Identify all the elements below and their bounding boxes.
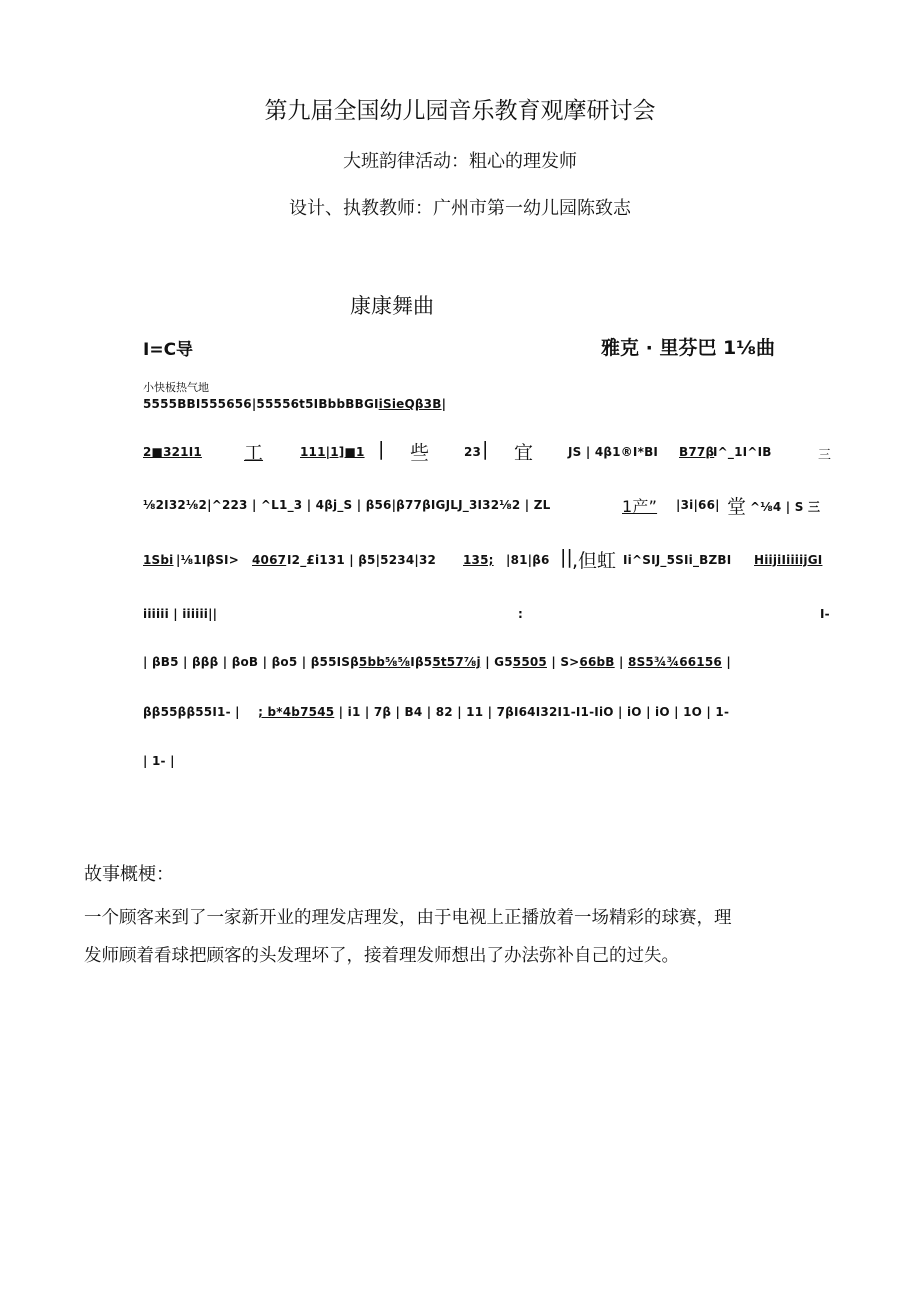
- notation-segment: Iβ5: [410, 655, 433, 669]
- notation-line-7: [143, 705, 729, 719]
- notation-segment: |: [378, 438, 385, 460]
- notation-line-8: | 1- |: [143, 754, 175, 768]
- notation-segment: | G5: [480, 655, 513, 669]
- notation-segment: ,但虹: [572, 550, 617, 572]
- notation-segment: |⅛1IβSI>: [176, 553, 239, 567]
- notation-segment: |: [482, 438, 489, 460]
- notation-segment: :: [518, 607, 523, 621]
- notation-segment: 2■321I1: [143, 445, 202, 459]
- notation-segment: 1产”: [622, 497, 658, 516]
- notation-segment: ^⅛4 | S 三: [750, 500, 821, 514]
- notation-segment: ; b*4b7545: [258, 705, 335, 719]
- tempo-marking: 小快板热气地: [143, 381, 209, 394]
- notation-segment: |: [441, 397, 447, 411]
- notation-segment: I2_£i131 | β5|5234|32: [287, 553, 437, 567]
- notation-segment: 66bB: [579, 655, 615, 669]
- notation-segment: ⅛2I32⅛2|^223 | ^L1_3 | 4βj_S | β56|β77βIGJLJ_3I32⅛2 | ZL: [143, 498, 551, 512]
- notation-segment: 5t57⅞j: [432, 655, 481, 669]
- story-line: 发师顾着看球把顾客的头发理坏了，接着理发师想出了办法弥补自己的过失。: [84, 945, 679, 966]
- notation-segment: |: [614, 655, 629, 669]
- key-signature: I=C导: [143, 340, 194, 360]
- notation-segment: 5bb⅝⅝: [358, 655, 411, 669]
- notation-segment: 5505: [512, 655, 547, 669]
- notation-segment: 4067: [252, 553, 287, 567]
- story-line: 一个顾客来到了一家新开业的理发店理发，由于电视上正播放着一场精彩的球赛，理: [84, 908, 732, 928]
- notation-segment: 三: [818, 448, 832, 463]
- notation-segment: B77β: [679, 445, 715, 459]
- notation-segment: 23: [464, 445, 482, 459]
- notation-segment: HiijiIiiiijGI: [754, 553, 823, 567]
- notation-segment: 135;: [463, 553, 494, 567]
- notation-segment: 1Sbi: [143, 553, 174, 567]
- notation-segment: 宜: [514, 442, 534, 464]
- notation-segment: 8S5¾¾66156: [628, 655, 722, 669]
- document-title: 第九届全国幼儿园音乐教育观摩研讨会: [264, 98, 656, 124]
- composer-credit: 雅克 · 里芬巴 1⅛曲: [601, 337, 775, 359]
- designer-line: 设计、执教教师：广州市第一幼儿园陈致志: [289, 198, 631, 219]
- notation-segment: ββ55ββ55I1- |: [143, 705, 240, 719]
- notation-segment: iiiiii | iiiiii||: [143, 607, 218, 621]
- notation-segment: 111|1]■1: [300, 445, 365, 459]
- notation-line-1: [143, 397, 446, 411]
- notation-segment: 5555BBI555656|55556t5IBbbBBGI: [143, 397, 379, 411]
- story-heading: 故事概梗：: [84, 864, 174, 885]
- notation-segment: iSieQβ3B: [378, 397, 442, 411]
- notation-segment: I-: [820, 607, 830, 621]
- story-paragraph: [84, 900, 838, 975]
- notation-segment: |3i|66|: [676, 498, 720, 512]
- notation-segment: 堂: [727, 496, 747, 518]
- notation-segment: JS | 4β1®I*BI: [568, 445, 659, 459]
- notation-segment: 些: [410, 442, 430, 464]
- notation-segment: Ii^SIJ_5SIi_BZBI: [623, 553, 732, 567]
- activity-subtitle: 大班韵律活动：粗心的理发师: [343, 151, 577, 172]
- notation-segment: ||: [560, 546, 573, 568]
- notation-segment: |: [721, 655, 731, 669]
- song-title: 康康舞曲: [350, 294, 434, 318]
- notation-line-6: [143, 655, 731, 669]
- notation-segment: |81|β6: [506, 553, 550, 567]
- notation-segment: | i1 | 7β | B4 | 82 | 11 | 7βI64I32I1-I1-IiO | iO | iO | 1O | 1-: [334, 705, 730, 719]
- notation-segment: | S>: [546, 655, 580, 669]
- notation-segment: 工: [244, 442, 264, 464]
- notation-segment: | βB5 | βββ | βoB | βo5 | β55ISβ: [143, 655, 359, 669]
- notation-segment: I^_1I^IB: [713, 445, 772, 459]
